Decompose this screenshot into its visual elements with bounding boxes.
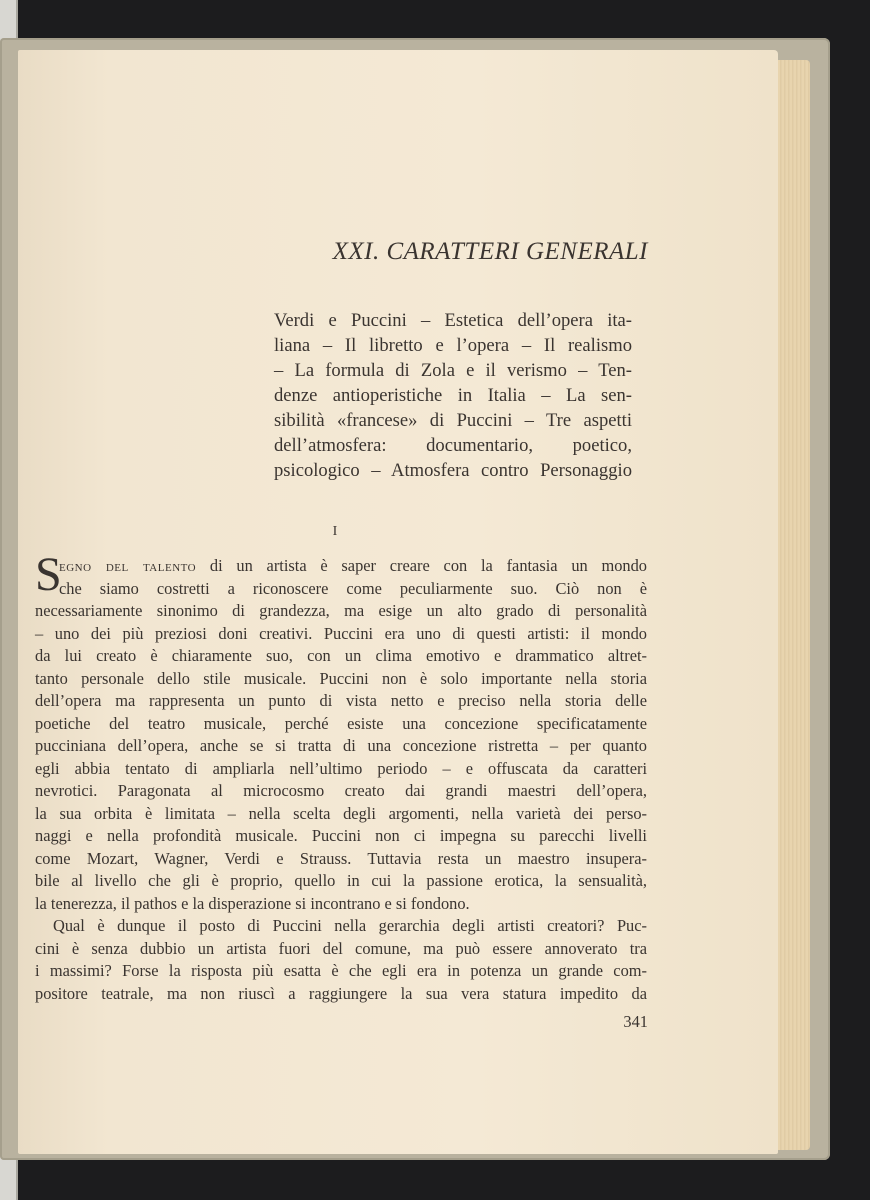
opening-small-caps: egno del talento [59, 556, 197, 575]
body-line: bile al livello che gli è proprio, quello in cui la passione erotica, la sensualità, [35, 871, 647, 890]
section-number: I [332, 524, 338, 539]
paragraph2-line: positore teatrale, ma non riuscì a raggiungere la sua vera statura impedito da [35, 983, 647, 1003]
body-line: che siamo costretti a riconoscere come peculiarmente suo. Ciò non è [59, 578, 647, 598]
chapter-title: XXI. CARATTERI GENERALI [332, 238, 648, 265]
summary-line: sibilità «francese» di Puccini – Tre aspetti [274, 410, 632, 431]
paragraph2-line: Qual è dunque il posto di Puccini nella gerarchia degli artisti creatori? Puc- [53, 916, 647, 935]
drop-cap: S [35, 548, 62, 601]
summary-line: liana – Il libretto e l’opera – Il realismo [274, 335, 632, 356]
summary-line: psicologico – Atmosfera contro Personaggio [274, 460, 632, 481]
paragraph2-line: cini è senza dubbio un artista fuori del comune, ma può essere annoverato tra [35, 938, 647, 958]
chapter-summary [274, 308, 632, 483]
body-line: – uno dei più preziosi doni creativi. Puccini era uno di questi artisti: il mondo [35, 623, 647, 643]
body-line: naggi e nella profondità musicale. Puccini non ci impegna su parecchi livelli [35, 826, 647, 845]
body-line: la tenerezza, il pathos e la disperazione si incontrano e si fondono. [35, 893, 470, 913]
body-line: tanto personale dello stile musicale. Puccini non è solo importante nella storia [35, 668, 647, 688]
paragraph2-line: i massimi? Forse la risposta più esatta è che egli era in potenza un grande com- [35, 961, 647, 980]
book-page [18, 50, 778, 1154]
body-text [35, 548, 648, 1005]
body-line: da lui creato è chiaramente suo, con un clima emotivo e drammatico altret- [35, 646, 647, 665]
body-line: come Mozart, Wagner, Verdi e Strauss. Tuttavia resta un maestro insupera- [35, 848, 647, 868]
summary-line: – La formula di Zola e il verismo – Ten- [274, 360, 632, 381]
body-line: pucciniana dell’opera, anche se si tratta di una concezione ristretta – per quanto [35, 736, 647, 755]
summary-line: denze antioperistiche in Italia – La sen- [274, 385, 632, 406]
body-line: poetiche del teatro musicale, perché esiste una concezione specificatamente [35, 713, 647, 733]
summary-line: dell’atmosfera: documentario, poetico, [274, 435, 632, 456]
page-number: 341 [623, 1012, 648, 1031]
body-line: necessariamente sinonimo di grandezza, ma esige un alto grado di personalità [35, 601, 647, 620]
body-line: nevrotici. Paragonata al microcosmo creato dai grandi maestri dell’opera, [35, 781, 647, 800]
first-line-rest: di un artista è saper creare con la fantasia un mondo [196, 556, 648, 575]
body-line: egli abbia tentato di ampliarla nell’ultimo periodo – e offuscata da caratteri [35, 758, 647, 778]
body-line: dell’opera ma rappresenta un punto di vista netto e preciso nella storia delle [35, 691, 647, 710]
body-line: la sua orbita è limitata – nella scelta degli argomenti, nella varietà dei perso- [35, 803, 647, 823]
summary-line: Verdi e Puccini – Estetica dell’opera ita- [274, 310, 632, 331]
